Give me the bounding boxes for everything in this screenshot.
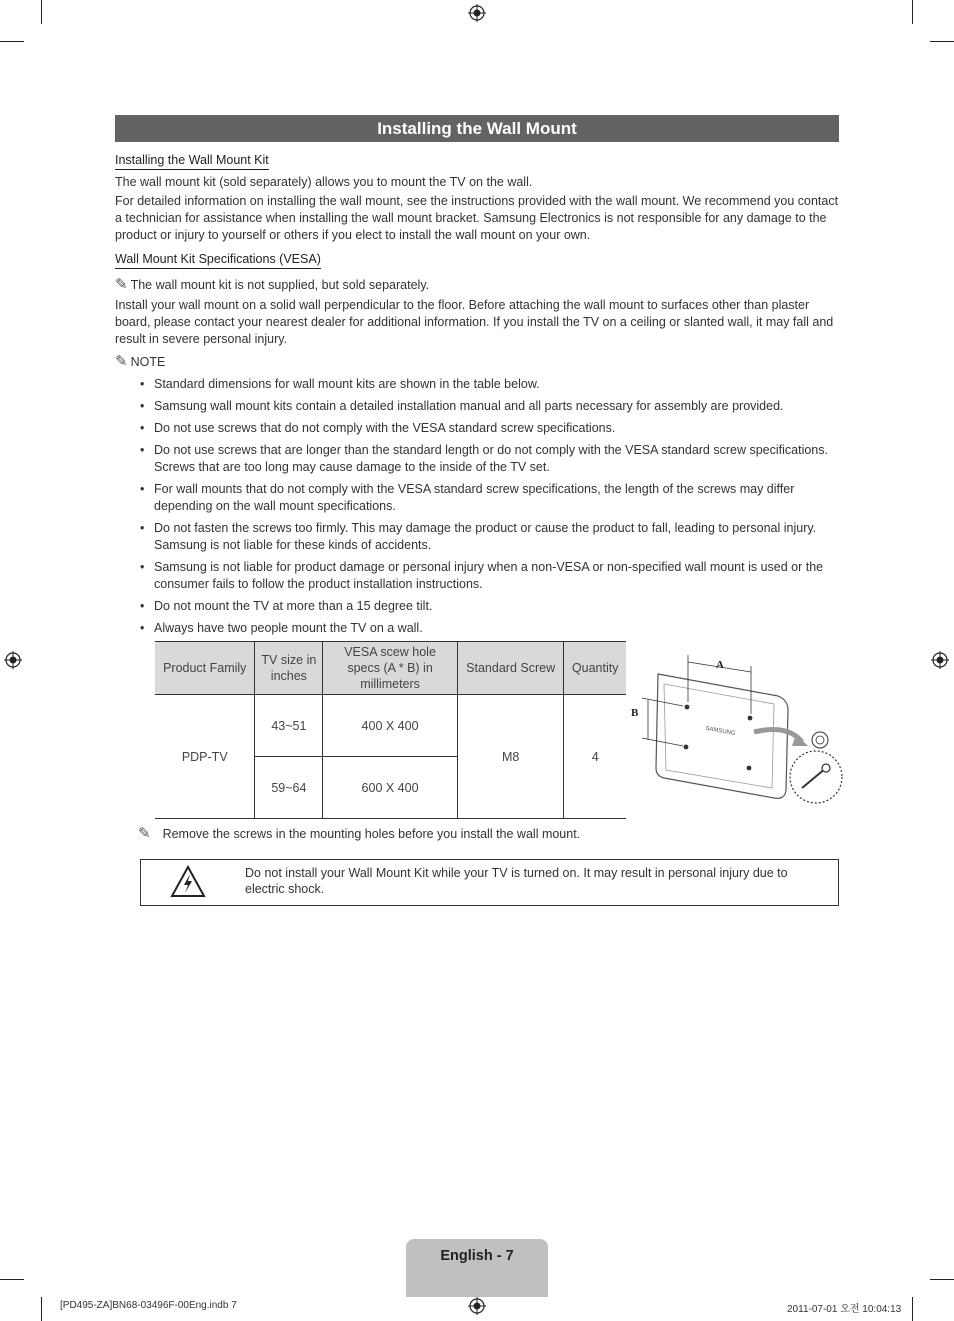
label-a: A <box>716 659 724 671</box>
list-item: • For wall mounts that do not comply with the VESA standard screw specifications, the length of the screws may differ depending on the wall mount specifications. <box>140 482 795 513</box>
note-text: The wall mount kit is not supplied, but sold separately. <box>130 278 430 292</box>
pencil-note-icon: ✎ <box>115 353 128 370</box>
crop-mark <box>41 0 42 24</box>
header-product-family: Product Family <box>155 642 255 695</box>
footer-timestamp: 2011-07-01 오전 10:04:13 <box>787 1304 902 1315</box>
registration-mark-icon <box>931 651 949 669</box>
list-item: • Standard dimensions for wall mount kits are shown in the table below. <box>140 377 540 391</box>
registration-mark-icon <box>468 1297 486 1315</box>
list-item: • Samsung is not liable for product damage or personal injury when a non-VESA or non-specified wall mount is used or the consumer fails to follow the product installation instructions. <box>140 560 824 591</box>
list-item: • Always have two people mount the TV on a wall. <box>140 621 423 635</box>
cell-product-family: PDP-TV <box>155 695 255 819</box>
crop-mark <box>41 1297 42 1321</box>
warning-text: Do not install your Wall Mount Kit while your TV is turned on. It may result in personal injury due to electric shock. <box>245 866 788 896</box>
header-standard-screw: Standard Screw <box>457 642 564 695</box>
note-label: NOTE <box>130 355 166 369</box>
note-bullet-list <box>138 376 840 642</box>
page-title: Installing the Wall Mount <box>115 115 839 142</box>
kit-paragraph-1: The wall mount kit (sold separately) allows you to mount the TV on the wall. <box>115 175 533 189</box>
screw-note <box>138 825 580 843</box>
list-item: • Do not fasten the screws too firmly. This may damage the product or cause the product to fall, leading to personal injury. Samsung is not liable for these kinds of accidents. <box>140 521 817 552</box>
registration-mark-icon <box>468 4 486 22</box>
tv-wall-mount-illustration <box>628 650 848 810</box>
cell-tv-size: 59~64 <box>255 757 323 819</box>
list-item: • Do not mount the TV at more than a 15 degree tilt. <box>140 599 433 613</box>
crop-mark <box>0 41 24 42</box>
crop-mark <box>912 0 913 24</box>
kit-paragraph-2: For detailed information on installing the wall mount, see the instructions provided with the wall mount. We recommend you contact a technician for assistance when installing the wall mount bracket. Samsung Electronics is not responsible for any damage to the product or injury to yourself or others if you elect to install the wall mount on your own. <box>115 194 839 242</box>
electric-shock-warning-icon <box>170 865 206 899</box>
crop-mark <box>930 1279 954 1280</box>
crop-mark <box>930 41 954 42</box>
header-quantity: Quantity <box>564 642 626 695</box>
header-tv-size: TV size in inches <box>255 642 323 695</box>
list-item: • Samsung wall mount kits contain a detailed installation manual and all parts necessary for assembly are provided. <box>140 399 784 413</box>
screw-note-text: Remove the screws in the mounting holes before you install the wall mount. <box>162 827 581 841</box>
list-item: • Do not use screws that are longer than the standard length or do not comply with the VESA standard screw specifications. Screws that are too long may cause damage to the inside of the TV set. <box>140 443 828 474</box>
header-vesa-specs: VESA scew hole specs (A * B) in millimeters <box>323 642 458 695</box>
note-heading <box>115 353 165 371</box>
label-b: B <box>631 707 639 719</box>
footer-file-info: [PD495-ZA]BN68-03496F-00Eng.indb 7 <box>60 1300 237 1311</box>
cell-vesa: 400 X 400 <box>323 695 458 757</box>
specs-paragraph: Install your wall mount on a solid wall perpendicular to the floor. Before attaching the wall mount to surfaces other than plaster board, please contact your nearest dealer for additional information. If you install the TV on a ceiling or slanted wall, it may fall and result in severe personal injury. <box>115 298 834 346</box>
cell-tv-size: 43~51 <box>255 695 323 757</box>
crop-mark <box>0 1279 24 1280</box>
cell-standard-screw: M8 <box>457 695 564 819</box>
page-number-tab: English - 7 <box>406 1239 548 1297</box>
list-item: • Do not use screws that do not comply with the VESA standard screw specifications. <box>140 421 616 435</box>
registration-mark-icon <box>4 651 22 669</box>
pencil-note-icon: ✎ <box>138 825 151 842</box>
brand-logo-text: SAMSUNG <box>704 725 736 737</box>
section-heading-kit: Installing the Wall Mount Kit <box>115 153 269 170</box>
table-row <box>155 695 626 757</box>
table-header-row <box>155 642 626 695</box>
cell-vesa: 600 X 400 <box>323 757 458 819</box>
pencil-note-icon: ✎ <box>115 276 128 293</box>
vesa-spec-table <box>155 641 626 819</box>
section-heading-specs: Wall Mount Kit Specifications (VESA) <box>115 252 321 269</box>
cell-quantity: 4 <box>564 695 626 819</box>
note-line <box>115 276 429 294</box>
crop-mark <box>912 1297 913 1321</box>
